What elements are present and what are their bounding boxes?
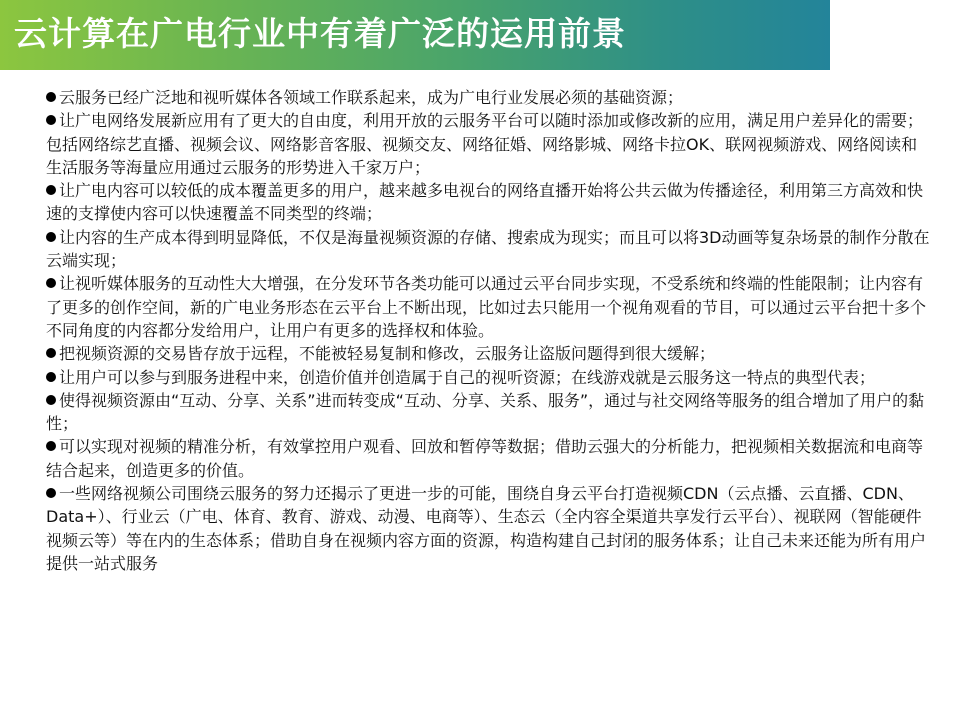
bullet-text: 一些网络视频公司围绕云服务的努力还揭示了更进一步的可能，围绕自身云平台打造视频CDN（云点播、云直播、CDN、Data+）、行业云（广电、体育、教育、游戏、动漫、电商等）、生态云（全内容全渠道共享发行云平台）、视联网（智能硬件视频云等）等在内的生态体系；借助自身在视频内容方面的资源，构造构建自己封闭的服务体系；让自己未来还能为所有用户提供一站式服务 (46, 484, 927, 573)
bullet-dot-icon (46, 488, 56, 498)
bullet-item (46, 435, 930, 482)
bullet-text: 使得视频资源由“互动、分享、关系”进而转变成“互动、分享、关系、服务”，通过与社交网络等服务的组合增加了用户的黏性； (46, 390, 925, 434)
bullet-text: 让广电内容可以较低的成本覆盖更多的用户，越来越多电视台的网络直播开始将公共云做为传播途径，利用第三方高效和快速的支撑使内容可以快速覆盖不同类型的终端； (46, 181, 924, 224)
bullet-item (46, 366, 930, 389)
title-banner (0, 0, 830, 70)
bullet-dot-icon (46, 395, 56, 405)
bullet-text: 可以实现对视频的精准分析，有效掌控用户观看、回放和暂停等数据；借助云强大的分析能力，把视频相关数据流和电商等结合起来，创造更多的价值。 (46, 437, 924, 480)
bullet-dot-icon (46, 185, 56, 195)
bullet-dot-icon (46, 232, 56, 242)
bullet-list (46, 86, 930, 575)
bullet-text: 云服务已经广泛地和视听媒体各领域工作联系起来，成为广电行业发展必须的基础资源； (59, 88, 684, 107)
bullet-dot-icon (46, 92, 56, 102)
bullet-text: 让广电网络发展新应用有了更大的自由度，利用开放的云服务平台可以随时添加或修改新的应用，满足用户差异化的需要；包括网络综艺直播、视频会议、网络影音客服、视频交友、网络征婚、网络影城、网络卡拉OK、联网视频游戏、网络阅读和生活服务等海量应用通过云服务的形势进入千家万户； (46, 111, 924, 177)
bullet-item (46, 482, 930, 575)
bullet-item (46, 179, 930, 226)
bullet-text: 让内容的生产成本得到明显降低，不仅是海量视频资源的存储、搜索成为现实；而且可以将3D动画等复杂场景的制作分散在云端实现； (46, 227, 930, 271)
bullet-dot-icon (46, 348, 56, 358)
bullet-item (46, 226, 930, 273)
bullet-text: 让视听媒体服务的互动性大大增强，在分发环节各类功能可以通过云平台同步实现，不受系统和终端的性能限制；让内容有了更多的创作空间，新的广电业务形态在云平台上不断出现，比如过去只能用一个视角观看的节目，可以通过云平台把十多个不同角度的内容都分发给用户，让用户有更多的选择权和体验。 (46, 274, 927, 340)
slide-title: 云计算在广电行业中有着广泛的运用前景 (14, 14, 626, 53)
bullet-item (46, 109, 930, 179)
bullet-item (46, 86, 930, 109)
bullet-text: 让用户可以参与到服务进程中来，创造价值并创造属于自己的视听资源；在线游戏就是云服务这一特点的典型代表； (59, 367, 876, 387)
bullet-dot-icon (46, 278, 56, 288)
bullet-dot-icon (46, 372, 56, 382)
bullet-item (46, 342, 930, 365)
bullet-text: 把视频资源的交易皆存放于远程，不能被轻易复制和修改，云服务让盗版问题得到很大缓解； (59, 344, 716, 364)
bullet-item (46, 272, 930, 342)
bullet-dot-icon (46, 115, 56, 125)
bullet-item (46, 389, 930, 436)
bullet-dot-icon (46, 441, 56, 451)
